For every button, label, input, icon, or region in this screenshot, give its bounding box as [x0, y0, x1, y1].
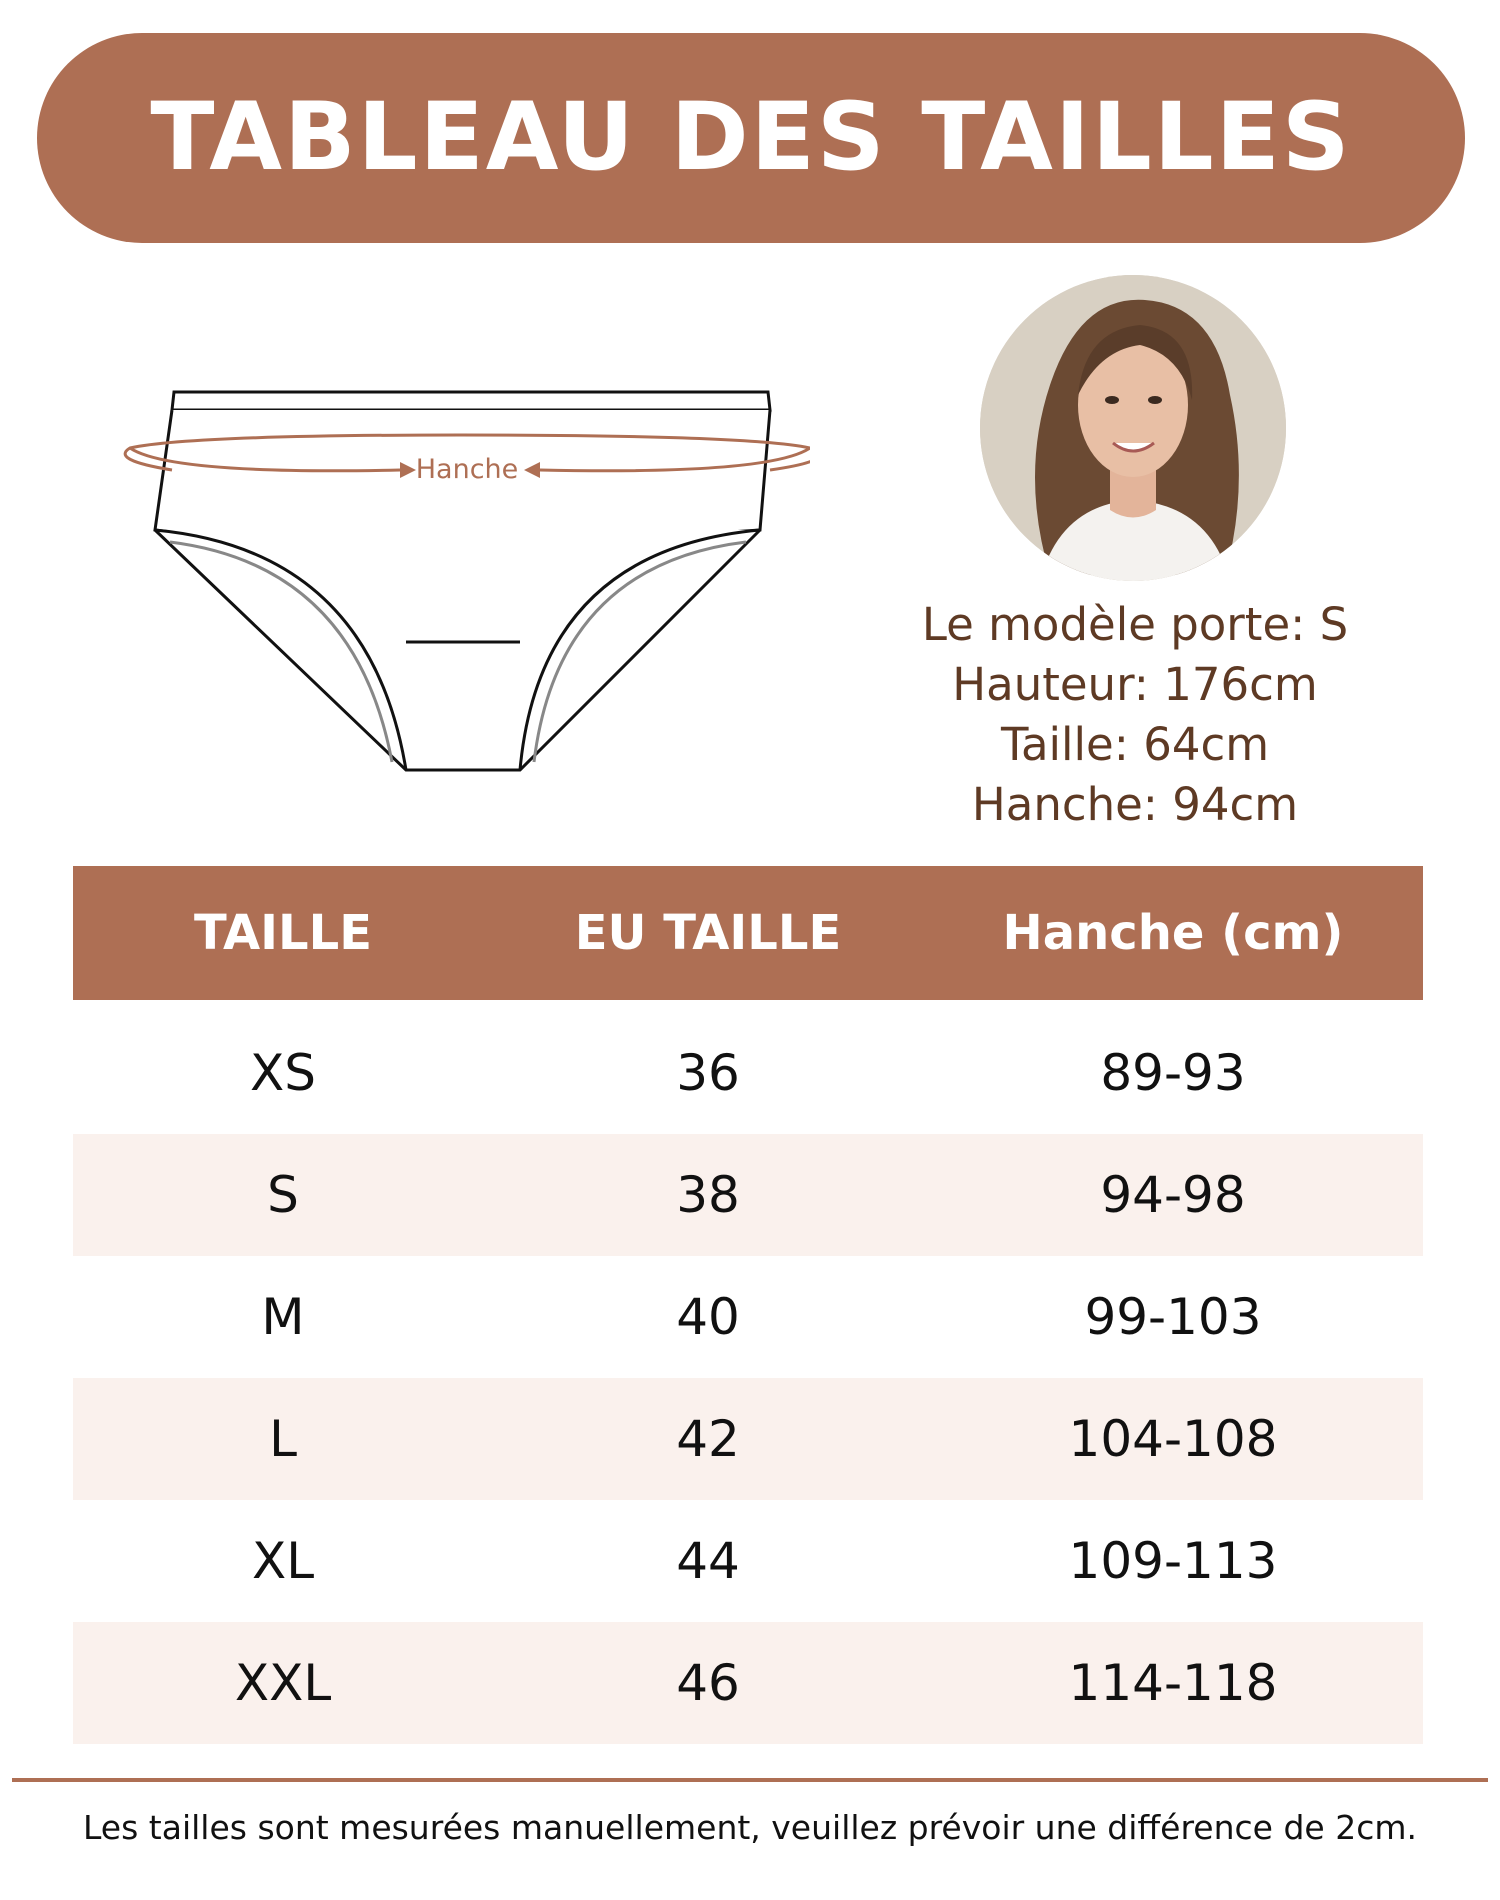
model-photo	[980, 275, 1286, 581]
column-header-hip: Hanche (cm)	[1002, 905, 1344, 961]
cell-eu-size: 44	[676, 1532, 740, 1590]
cell-eu-size: 36	[676, 1044, 740, 1102]
model-portrait-image	[980, 275, 1286, 581]
table-row	[73, 1500, 1423, 1622]
cell-eu-size: 42	[676, 1410, 740, 1468]
cell-size: M	[261, 1288, 305, 1346]
hip-measurement-diagram	[110, 380, 810, 800]
table-row	[73, 1622, 1423, 1744]
briefs-illustration	[110, 380, 810, 800]
footer-note: Les tailles sont mesurées manuellement, veuillez prévoir une différence de 2cm.	[83, 1808, 1417, 1847]
cell-hip: 99-103	[1084, 1288, 1262, 1346]
cell-eu-size: 38	[676, 1166, 740, 1224]
model-waist: Taille: 64cm	[1000, 718, 1270, 771]
model-info	[860, 595, 1410, 835]
cell-hip: 109-113	[1068, 1532, 1278, 1590]
model-size-worn: Le modèle porte: S	[921, 598, 1349, 651]
cell-hip: 94-98	[1100, 1166, 1246, 1224]
cell-hip: 104-108	[1068, 1410, 1278, 1468]
table-row	[73, 1256, 1423, 1378]
size-table	[73, 866, 1423, 1744]
cell-eu-size: 46	[676, 1654, 740, 1712]
model-hip: Hanche: 94cm	[971, 778, 1299, 831]
page-title: TABLEAU DES TAILLES	[150, 83, 1352, 192]
table-header	[73, 866, 1423, 1000]
cell-size: XL	[251, 1532, 315, 1590]
cell-hip: 114-118	[1068, 1654, 1278, 1712]
cell-hip: 89-93	[1100, 1044, 1246, 1102]
column-header-eu-size: EU TAILLE	[574, 905, 842, 961]
model-height: Hauteur: 176cm	[952, 658, 1318, 711]
footer-divider	[12, 1778, 1488, 1782]
cell-size: XXL	[234, 1654, 332, 1712]
table-body	[73, 1000, 1423, 1744]
column-header-size: TAILLE	[194, 905, 372, 961]
cell-eu-size: 40	[676, 1288, 740, 1346]
cell-size: XS	[250, 1044, 316, 1102]
hip-measure-label: Hanche	[415, 454, 519, 485]
table-row	[73, 1134, 1423, 1256]
cell-size: S	[267, 1166, 299, 1224]
table-row	[73, 1378, 1423, 1500]
cell-size: L	[269, 1410, 297, 1468]
table-row	[73, 1012, 1423, 1134]
title-banner	[37, 33, 1465, 243]
